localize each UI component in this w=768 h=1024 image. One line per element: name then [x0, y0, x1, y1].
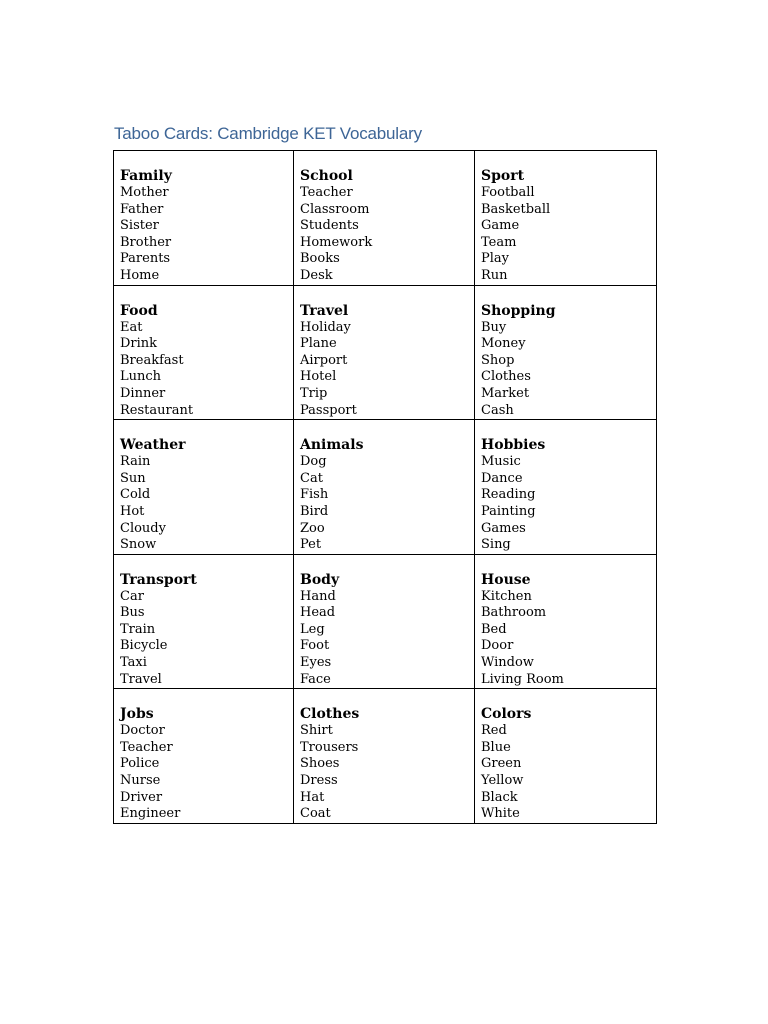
taboo-word: Police	[120, 756, 160, 772]
card-heading: Transport	[120, 571, 197, 588]
taboo-word: Coat	[300, 806, 331, 822]
taboo-word: Leg	[300, 621, 325, 637]
taboo-word: Restaurant	[120, 402, 194, 418]
taboo-word: Driver	[120, 789, 163, 805]
taboo-word: Market	[481, 385, 530, 401]
card-heading: Hobbies	[481, 437, 546, 454]
taboo-word: Bird	[300, 503, 329, 519]
taboo-word: Breakfast	[120, 352, 184, 368]
taboo-word: Cash	[481, 402, 514, 418]
taboo-word: Red	[481, 723, 507, 739]
taboo-word: Train	[120, 621, 156, 637]
taboo-card	[114, 420, 294, 555]
taboo-card	[294, 285, 475, 420]
taboo-word: Pet	[300, 537, 322, 553]
card-heading: Sport	[481, 168, 525, 184]
card-row	[114, 285, 657, 420]
taboo-word: Bathroom	[481, 605, 547, 621]
taboo-word: Zoo	[300, 520, 325, 536]
taboo-word: Dinner	[120, 385, 166, 401]
taboo-word: Airport	[300, 352, 348, 368]
taboo-word: Home	[120, 267, 160, 283]
taboo-word: Head	[300, 605, 336, 621]
taboo-word: Trousers	[300, 739, 359, 755]
taboo-card	[114, 285, 294, 420]
taboo-word: Hand	[300, 588, 336, 604]
card-heading: Colors	[481, 706, 532, 723]
taboo-card	[475, 285, 657, 420]
taboo-word: Money	[481, 336, 526, 352]
taboo-word: Bicycle	[120, 638, 168, 654]
taboo-word: Black	[481, 789, 518, 805]
taboo-word: Music	[481, 454, 521, 470]
taboo-word: Hat	[300, 789, 325, 805]
taboo-word: Passport	[300, 402, 357, 418]
taboo-word: Brother	[120, 234, 172, 250]
taboo-word: Trip	[300, 385, 328, 401]
taboo-word: Green	[481, 756, 522, 772]
taboo-word: Shoes	[300, 756, 340, 772]
taboo-word: Face	[300, 671, 331, 687]
taboo-word: Students	[300, 218, 359, 234]
card-heading: House	[481, 571, 531, 588]
taboo-card	[475, 554, 657, 689]
taboo-word: Desk	[300, 267, 333, 283]
taboo-word: Games	[481, 520, 526, 536]
taboo-cards-table	[113, 150, 657, 824]
taboo-card	[114, 689, 294, 824]
taboo-word: Painting	[481, 503, 536, 519]
taboo-word: Basketball	[481, 201, 551, 217]
taboo-word: Fish	[300, 487, 329, 503]
taboo-word: Bus	[120, 605, 145, 621]
taboo-word: Game	[481, 218, 520, 234]
taboo-card	[294, 420, 475, 555]
taboo-word: Rain	[120, 454, 151, 470]
taboo-word: Sing	[481, 537, 511, 553]
taboo-word: Eyes	[300, 655, 332, 671]
taboo-word: Team	[481, 234, 517, 250]
card-row	[114, 420, 657, 555]
taboo-word: Engineer	[120, 806, 181, 822]
taboo-word: Living Room	[481, 671, 564, 687]
taboo-word: Cold	[120, 487, 151, 503]
taboo-word: Dance	[481, 470, 523, 486]
card-heading: Body	[300, 571, 340, 588]
taboo-card	[475, 151, 657, 286]
taboo-word: Taxi	[120, 655, 147, 671]
taboo-word: Teacher	[300, 185, 353, 200]
taboo-word: Father	[120, 201, 164, 217]
taboo-word: Run	[481, 267, 508, 283]
taboo-word: Window	[481, 655, 534, 671]
taboo-word: Play	[481, 251, 509, 267]
taboo-cards-body	[114, 151, 657, 824]
taboo-word: Football	[481, 185, 535, 200]
taboo-word: Bed	[481, 621, 507, 637]
taboo-card	[114, 554, 294, 689]
taboo-word: Holiday	[300, 319, 351, 335]
taboo-word: Dog	[300, 454, 327, 470]
card-heading: Clothes	[300, 706, 360, 723]
taboo-word: Kitchen	[481, 588, 532, 604]
taboo-word: Sister	[120, 218, 159, 234]
taboo-word: Hot	[120, 503, 145, 519]
taboo-card	[114, 151, 294, 286]
taboo-word: Yellow	[481, 773, 524, 789]
card-heading: Food	[120, 302, 158, 319]
card-heading: Shopping	[481, 302, 556, 319]
taboo-word: Eat	[120, 319, 143, 335]
taboo-word: Lunch	[120, 369, 162, 385]
taboo-word: Shirt	[300, 723, 333, 739]
taboo-word: Door	[481, 638, 514, 654]
taboo-word: Teacher	[120, 739, 173, 755]
taboo-word: Cloudy	[120, 520, 166, 536]
taboo-word: Doctor	[120, 723, 165, 739]
taboo-word: Hotel	[300, 369, 337, 385]
card-row	[114, 151, 657, 286]
card-heading: Jobs	[120, 706, 154, 723]
card-heading: Weather	[120, 437, 186, 454]
taboo-card	[475, 689, 657, 824]
taboo-word: Cat	[300, 470, 323, 486]
taboo-word: Blue	[481, 739, 511, 755]
taboo-card	[294, 689, 475, 824]
taboo-word: Snow	[120, 537, 157, 553]
taboo-card	[475, 420, 657, 555]
card-heading: Travel	[300, 302, 349, 319]
taboo-word: Plane	[300, 336, 337, 352]
taboo-word: Sun	[120, 470, 146, 486]
card-heading: Animals	[300, 437, 364, 454]
taboo-word: Shop	[481, 352, 515, 368]
taboo-card	[294, 554, 475, 689]
card-row	[114, 689, 657, 824]
taboo-word: Nurse	[120, 773, 161, 789]
taboo-word: Car	[120, 588, 144, 604]
taboo-word: Classroom	[300, 201, 370, 217]
card-heading: School	[300, 168, 353, 184]
taboo-word: Homework	[300, 234, 373, 250]
card-row	[114, 554, 657, 689]
taboo-word: Travel	[120, 671, 162, 687]
taboo-word: Reading	[481, 487, 536, 503]
taboo-word: Buy	[481, 319, 507, 335]
taboo-word: Dress	[300, 773, 338, 789]
taboo-word: Mother	[120, 185, 169, 200]
card-heading: Family	[120, 168, 172, 184]
taboo-word: Clothes	[481, 369, 531, 385]
taboo-word: Foot	[300, 638, 330, 654]
taboo-word: Drink	[120, 336, 158, 352]
taboo-word: Books	[300, 251, 340, 267]
taboo-card	[294, 151, 475, 286]
taboo-word: White	[481, 806, 520, 822]
taboo-word: Parents	[120, 251, 171, 267]
document-title: Taboo Cards: Cambridge KET Vocabulary	[114, 124, 422, 143]
